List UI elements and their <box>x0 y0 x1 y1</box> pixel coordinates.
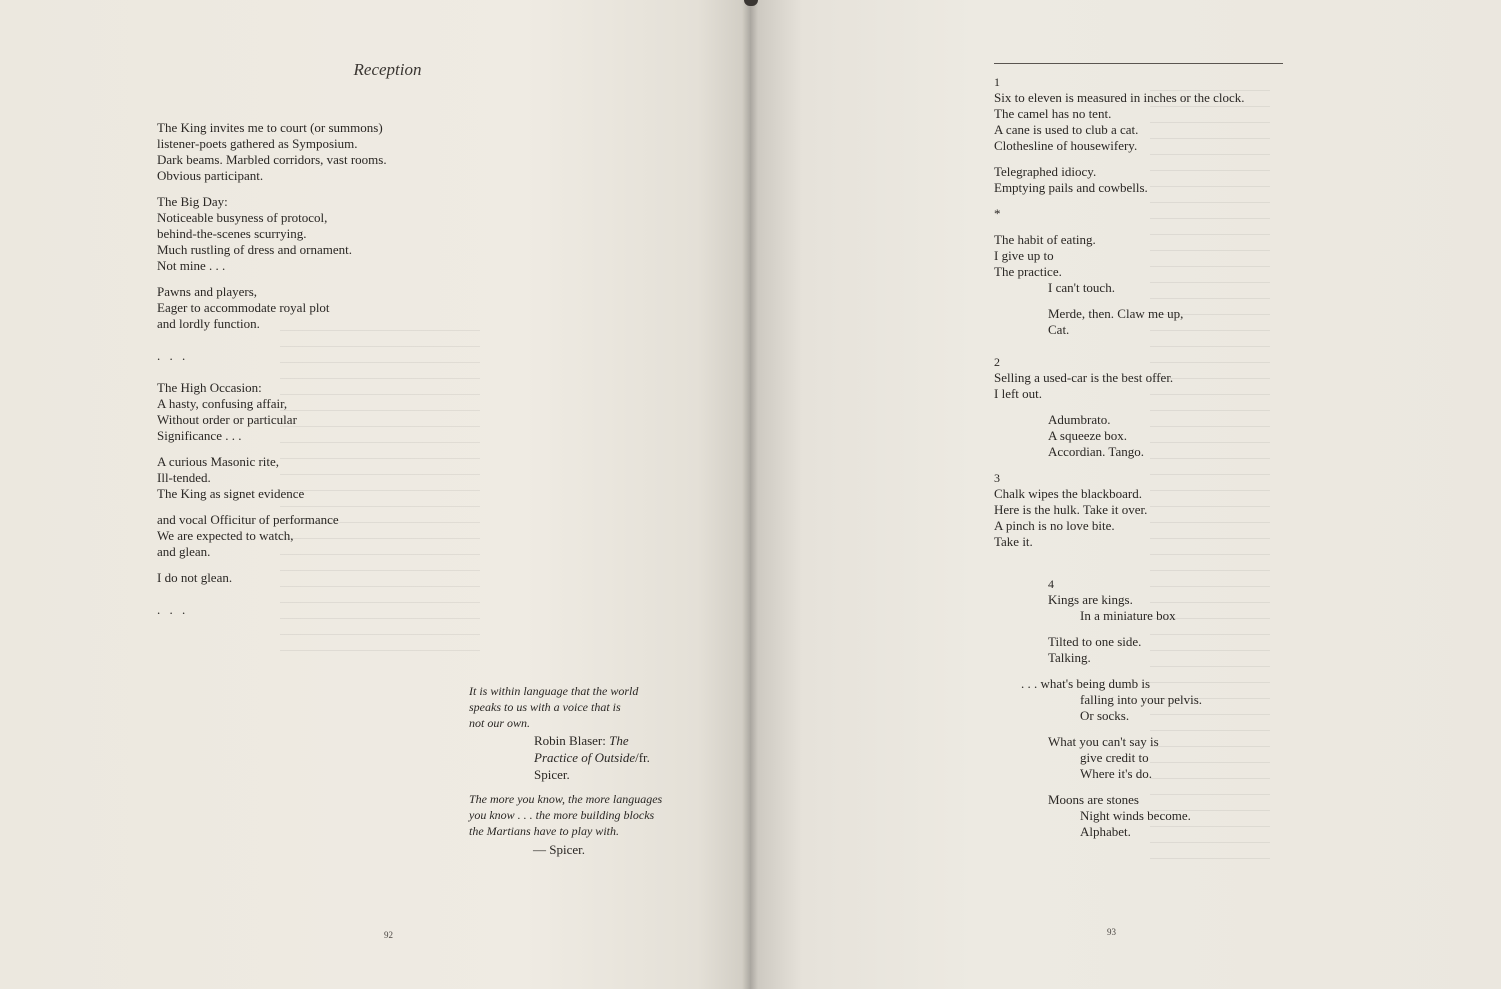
page-number-right: 93 <box>1107 927 1116 937</box>
poem-line: Dark beams. Marbled corridors, vast rooms. <box>157 152 387 167</box>
stanza-5 <box>157 454 447 502</box>
poem-line: and lordly function. <box>157 316 260 331</box>
poem-line: Emptying pails and cowbells. <box>994 180 1148 195</box>
poem-line: I can't touch. <box>1048 280 1115 295</box>
section-separator: . . . <box>157 348 189 363</box>
poem-title: Reception <box>353 60 422 79</box>
poem-line: Adumbrato. <box>1048 412 1111 427</box>
poem-line: give credit to <box>1080 750 1149 765</box>
poem-body <box>157 120 447 618</box>
poem-line: falling into your pelvis. <box>1080 692 1203 707</box>
poem-line: Six to eleven is measured in inches or the clock. <box>994 90 1245 105</box>
poem-line: The camel has no tent. <box>994 106 1112 121</box>
poem-line: Night winds become. <box>1080 808 1191 823</box>
poem-line: Here is the hulk. Take it over. <box>994 502 1148 517</box>
poem-line: Obvious participant. <box>157 168 264 183</box>
poem-line: The High Occasion: <box>157 380 262 395</box>
epigraph-attribution <box>469 732 709 783</box>
poem-line: Moons are stones <box>1048 792 1139 807</box>
poem-line: Telegraphed idiocy. <box>994 164 1097 179</box>
attribution-author: Robin Blaser: <box>534 733 610 748</box>
attribution-work: The <box>609 733 629 748</box>
poem-line: behind-the-scenes scurrying. <box>157 226 307 241</box>
poem-line: Take it. <box>994 534 1033 549</box>
section-number: 1 <box>994 75 1000 89</box>
poem-line: Selling a used-car is the best offer. <box>994 370 1174 385</box>
poem-line: We are expected to watch, <box>157 528 294 543</box>
poem-line: Tilted to one side. <box>1048 634 1142 649</box>
poem-line: I give up to <box>994 248 1054 263</box>
epigraph-attribution: — Spicer. <box>533 842 585 857</box>
stanza-6 <box>157 512 447 560</box>
attribution-source: Spicer. <box>534 767 570 782</box>
poem-line: A cane is used to club a cat. <box>994 122 1139 137</box>
poem-line: A squeeze box. <box>1048 428 1128 443</box>
poem-body-right <box>994 74 1294 840</box>
stanza-3 <box>157 284 447 332</box>
poem-line: Alphabet. <box>1080 824 1131 839</box>
poem-line: The habit of eating. <box>994 232 1096 247</box>
epigraph-line: It is within language that the world <box>469 684 639 698</box>
poem-line: and glean. <box>157 544 211 559</box>
poem-line: Eager to accommodate royal plot <box>157 300 330 315</box>
book-spine <box>742 0 758 989</box>
poem-line: The Big Day: <box>157 194 228 209</box>
asterisk-separator: * <box>994 206 1001 221</box>
poem-line: Pawns and players, <box>157 284 258 299</box>
epigraph-line: you know . . . the more building blocks <box>469 808 655 822</box>
poem-line: What you can't say is <box>1048 734 1159 749</box>
stanza-4 <box>157 380 447 444</box>
epigraph-spicer <box>469 791 709 858</box>
poem-line: Ill-tended. <box>157 470 211 485</box>
poem-line: and vocal Officitur of performance <box>157 512 339 527</box>
poem-line: Not mine . . . <box>157 258 226 273</box>
poem-line: A hasty, confusing affair, <box>157 396 288 411</box>
poem-line: Clothesline of housewifery. <box>994 138 1138 153</box>
poem-line: Noticeable busyness of protocol, <box>157 210 328 225</box>
poem-line: Cat. <box>1048 322 1070 337</box>
poem-line: Kings are kings. <box>1048 592 1133 607</box>
stanza-1 <box>157 120 447 184</box>
poem-line: A curious Masonic rite, <box>157 454 280 469</box>
poem-line: Much rustling of dress and ornament. <box>157 242 352 257</box>
poem-line: Or socks. <box>1080 708 1130 723</box>
section-separator: . . . <box>157 602 189 617</box>
page-number-left: 92 <box>384 930 393 940</box>
section-number: 3 <box>994 471 1000 485</box>
poem-line: Talking. <box>1048 650 1091 665</box>
poem-line: The King invites me to court (or summons) <box>157 120 383 135</box>
poem-line: listener-poets gathered as Symposium. <box>157 136 358 151</box>
poem-line: I left out. <box>994 386 1043 401</box>
poem-line: Significance . . . <box>157 428 242 443</box>
epigraph-blaser <box>469 683 709 783</box>
stanza-7: I do not glean. <box>157 570 233 585</box>
attribution-suffix: /fr. <box>635 750 650 765</box>
poem-line: . . . what's being dumb is <box>1021 676 1151 691</box>
attribution-work-continued: Practice of Outside <box>534 750 636 765</box>
poem-line: Merde, then. Claw me up, <box>1048 306 1184 321</box>
poem-line: A pinch is no love bite. <box>994 518 1115 533</box>
poem-line: Chalk wipes the blackboard. <box>994 486 1143 501</box>
top-rule <box>994 63 1283 64</box>
epigraph-line: the Martians have to play with. <box>469 824 619 838</box>
stanza-2 <box>157 194 447 274</box>
poem-line: Without order or particular <box>157 412 297 427</box>
epigraph-line: speaks to us with a voice that is <box>469 700 621 714</box>
poem-line: The King as signet evidence <box>157 486 305 501</box>
section-number: 2 <box>994 355 1000 369</box>
section-number: 4 <box>1048 577 1054 591</box>
poem-line: The practice. <box>994 264 1062 279</box>
epigraph-line: The more you know, the more languages <box>469 792 663 806</box>
poem-line: Accordian. Tango. <box>1048 444 1144 459</box>
epigraph-line: not our own. <box>469 716 531 730</box>
poem-line: In a miniature box <box>1080 608 1176 623</box>
poem-line: Where it's do. <box>1080 766 1153 781</box>
